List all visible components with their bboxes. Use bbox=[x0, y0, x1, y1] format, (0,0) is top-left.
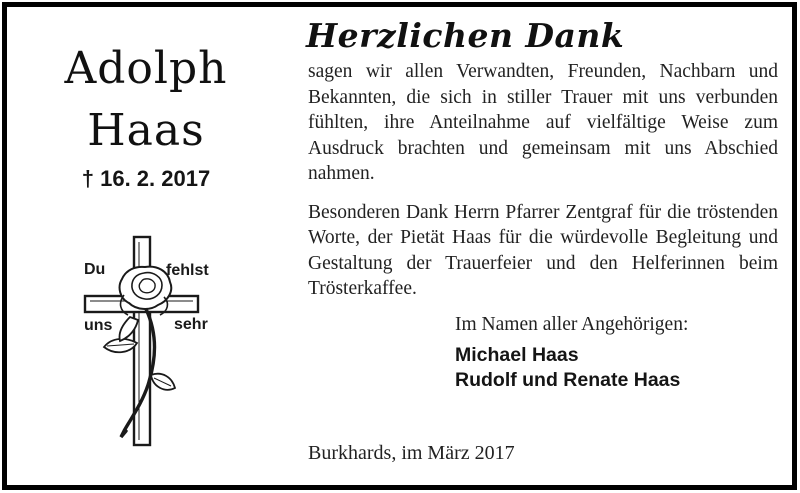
thanks-body bbox=[308, 59, 778, 315]
cross-word-sehr: sehr bbox=[174, 316, 208, 333]
deceased-first-name: Adolph bbox=[64, 43, 228, 94]
cross-rose-illustration bbox=[60, 225, 230, 460]
thanks-headline: Herzlichen Dank bbox=[306, 16, 625, 55]
cross-word-fehlst: fehlst bbox=[166, 262, 209, 279]
cross-word-du: Du bbox=[84, 261, 106, 278]
deceased-last-name: Haas bbox=[87, 105, 205, 156]
closing-block bbox=[455, 314, 688, 393]
deceased-panel bbox=[8, 0, 284, 493]
in-name-of-line: Im Namen aller Angehörigen: bbox=[455, 314, 689, 335]
mourner-name-1: Michael Haas bbox=[455, 344, 579, 366]
death-date: † 16. 2. 2017 bbox=[81, 166, 211, 191]
mourner-name-2: Rudolf und Renate Haas bbox=[455, 369, 681, 391]
deceased-name bbox=[8, 38, 284, 162]
thanks-paragraph-1: sagen wir allen Verwandten, Freunden, Nachbarn und Bekannten, die sich in stiller Trauer mit uns verbunden fühlten, ihre Anteilnahme auf vielfältige Weise zum Ausdruck brachten und gemeinsam mit uns Abschied nahmen. bbox=[308, 61, 778, 184]
cross-word-uns: uns bbox=[84, 317, 113, 334]
place-date-line: Burkhards, im März 2017 bbox=[308, 442, 515, 464]
thanks-paragraph-2: Besonderen Dank Herrn Pfarrer Zentgraf für die tröstenden Worte, der Pietät Haas für die würdevolle Begleitung und Gestaltung der Trauerfeier und den Helferinnen beim Trösterkaffee. bbox=[308, 201, 778, 299]
